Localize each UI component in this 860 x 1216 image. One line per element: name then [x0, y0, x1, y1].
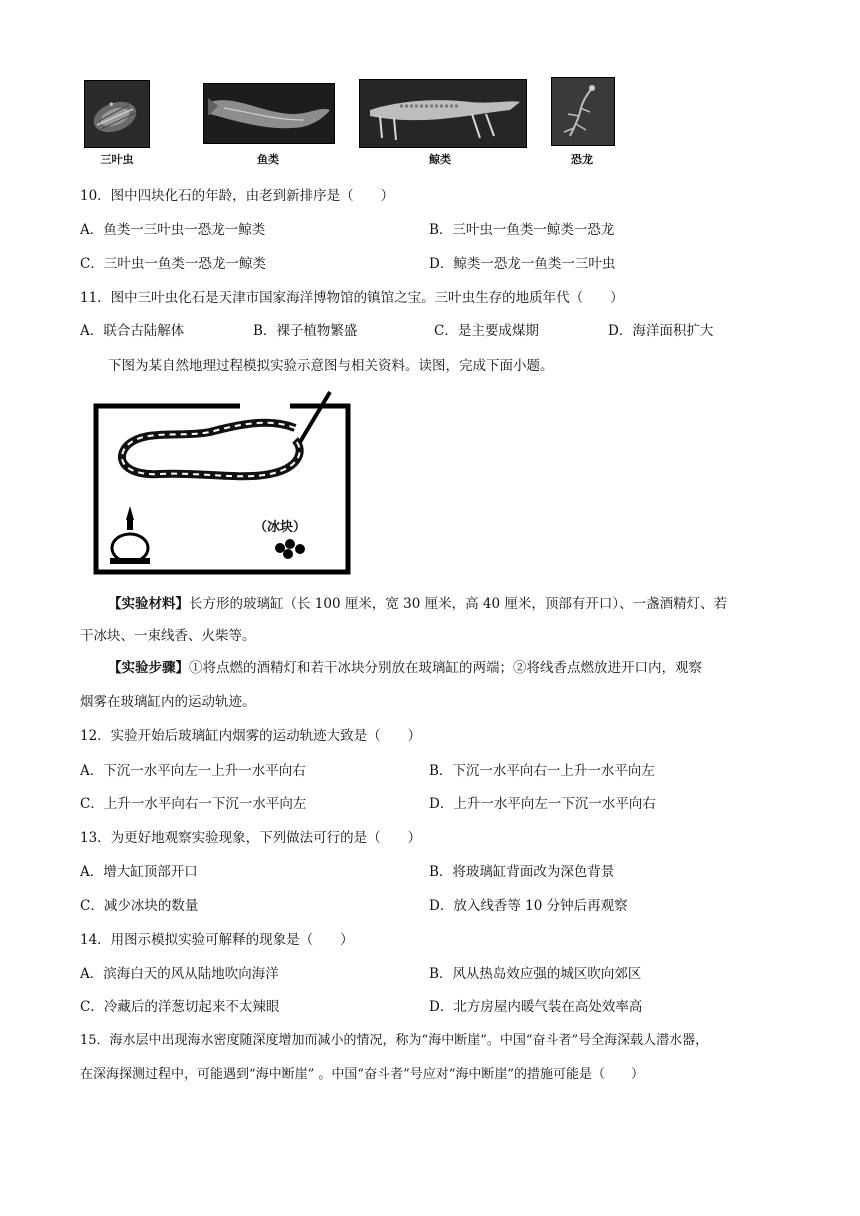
q11-option-d[interactable]: D．海洋面积扩大	[608, 323, 714, 339]
dinosaur-fossil-image	[551, 77, 615, 146]
q10-stem: 10．图中四块化石的年龄，由老到新排序是（ ）	[80, 188, 395, 204]
section-intro: 下图为某自然地理过程模拟实验示意图与相关资料。读图，完成下面小题。	[108, 358, 554, 374]
q15-line-2: 在深海探测过程中，可能遇到“海中断崖” 。中国“奋斗者”号应对“海中断崖”的措施可能是（ ）	[80, 1067, 645, 1082]
q11-option-a[interactable]: A．联合古陆解体	[80, 323, 185, 339]
steps-tag: 【实验步骤】	[108, 660, 189, 676]
fossil-caption-fish: 鱼类	[257, 153, 279, 166]
q14-option-d[interactable]: D．北方房屋内暖气装在高处效率高	[429, 999, 643, 1015]
fossil-caption-whale: 鲸类	[429, 153, 451, 166]
materials-line-1	[108, 595, 727, 613]
q13-option-d[interactable]: D．放入线香等 10 分钟后再观察	[429, 898, 628, 914]
q10-option-c[interactable]: C．三叶虫一鱼类一恐龙一鲸类	[80, 256, 266, 272]
fossil-caption-trilobite: 三叶虫	[100, 153, 134, 166]
trilobite-fossil-image	[84, 80, 150, 148]
ice-label: （冰块）	[254, 520, 307, 535]
q14-option-b[interactable]: B．风从热岛效应强的城区吹向郊区	[429, 966, 642, 982]
q11-option-b[interactable]: B．裸子植物繁盛	[253, 323, 358, 339]
q14-option-a[interactable]: A．滨海白天的风从陆地吹向海洋	[80, 966, 279, 982]
q12-option-b[interactable]: B．下沉一水平向右一上升一水平向左	[429, 763, 655, 779]
whale-fossil-image	[359, 79, 527, 148]
q13-stem: 13．为更好地观察实验现象，下列做法可行的是（ ）	[80, 830, 422, 846]
steps-text-1: ①将点燃的酒精灯和若干冰块分别放在玻璃缸的两端；②将线香点燃放进开口内，观察	[189, 660, 702, 676]
q11-option-c[interactable]: C．是主要成煤期	[434, 323, 539, 339]
ice-cubes-icon	[275, 539, 305, 559]
steps-line-1	[108, 659, 702, 677]
q10-option-b[interactable]: B．三叶虫一鱼类一鲸类一恐龙	[429, 222, 615, 238]
fish-fossil-image	[203, 83, 335, 144]
materials-text-1: 长方形的玻璃缸（长 100 厘米，宽 30 厘米，高 40 厘米，顶部有开口）、一盏酒精灯、若	[189, 596, 728, 612]
q13-option-a[interactable]: A．增大缸顶部开口	[80, 864, 198, 880]
q12-option-d[interactable]: D．上升一水平向左一下沉一水平向右	[429, 796, 656, 812]
materials-line-2: 干冰块、一束线香、火柴等。	[80, 628, 256, 644]
alcohol-lamp-icon	[110, 506, 150, 564]
q10-option-a[interactable]: A．鱼类一三叶虫一恐龙一鲸类	[80, 222, 266, 238]
materials-tag: 【实验材料】	[108, 596, 189, 612]
steps-line-2: 烟雾在玻璃缸内的运动轨迹。	[80, 694, 256, 710]
q11-stem: 11．图中三叶虫化石是天津市国家海洋博物馆的镇馆之宝。三叶虫生存的地质年代（ ）	[80, 290, 624, 306]
q14-option-c[interactable]: C．冷藏后的洋葱切起来不太辣眼	[80, 999, 280, 1015]
q12-option-c[interactable]: C．上升一水平向右一下沉一水平向左	[80, 796, 307, 812]
q13-option-c[interactable]: C．减少冰块的数量	[80, 898, 199, 914]
q15-line-1: 15．海水层中出现海水密度随深度增加而减小的情况，称为“海中断崖”。中国“奋斗者”号全海深载人潜水器，	[80, 1033, 709, 1048]
svg-text:*: *	[109, 102, 114, 112]
q14-stem: 14．用图示模拟实验可解释的现象是（ ）	[80, 932, 354, 948]
q12-stem: 12．实验开始后玻璃缸内烟雾的运动轨迹大致是（ ）	[80, 728, 422, 744]
q13-option-b[interactable]: B．将玻璃缸背面改为深色背景	[429, 864, 615, 880]
experiment-diagram	[90, 388, 360, 576]
q12-option-a[interactable]: A．下沉一水平向左一上升一水平向右	[80, 763, 306, 779]
fossil-caption-dinosaur: 恐龙	[571, 153, 593, 166]
q10-option-d[interactable]: D．鲸类一恐龙一鱼类一三叶虫	[429, 256, 616, 272]
